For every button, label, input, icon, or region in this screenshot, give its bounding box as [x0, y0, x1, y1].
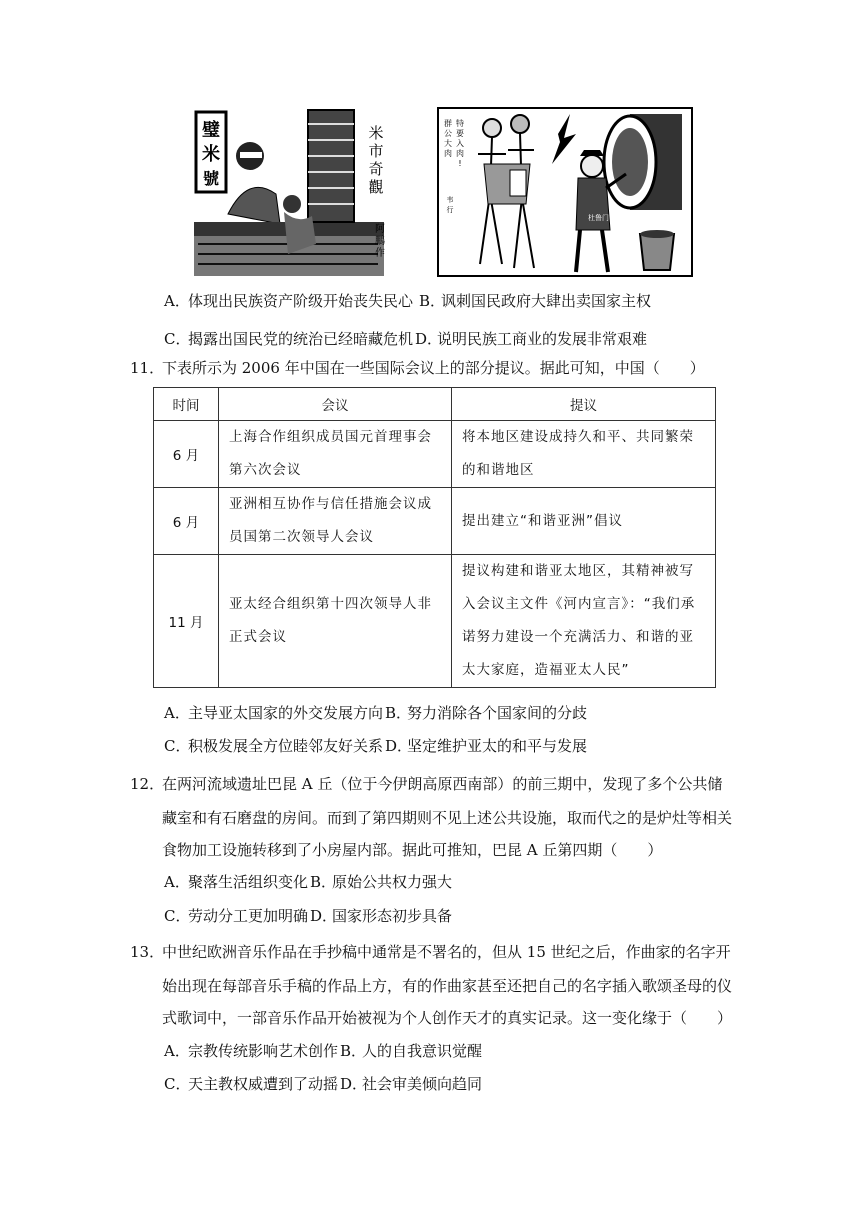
option-text: 人的自我意识觉醒 — [362, 1042, 483, 1060]
option-text: 劳动分工更加明确 — [188, 907, 309, 925]
q12-line-3: 食物加工设施转移到了小房屋内部。据此可推知，巴昆 A 丘第四期（ ） — [162, 841, 663, 859]
q10-option-row-2 — [164, 329, 647, 349]
cell-proposal — [452, 488, 716, 555]
option-text: 天主教权威遭到了动摇 — [188, 1075, 339, 1093]
q12-option-row-1 — [164, 872, 452, 892]
q13-line-1 — [130, 942, 731, 962]
q13-line-3: 式歌词中，一部音乐作品开始被视为个人创作天才的真实记录。这一变化缘于（ ） — [162, 1009, 733, 1027]
cartoon-truman-drawing — [430, 104, 700, 282]
cell-line: 将本地区建设成持久和平、共同繁荣 — [462, 429, 694, 445]
sign-char-1: 璧 — [202, 120, 220, 141]
option-letter: A． — [164, 1042, 190, 1060]
truman-label: 杜鲁门 — [588, 214, 609, 222]
cell-line: 诺努力建设一个充满活力、和谐的亚 — [462, 629, 694, 645]
q10-option-row-1 — [164, 291, 651, 311]
caption-char-7: 入 — [456, 139, 464, 148]
option-letter: C． — [164, 907, 191, 925]
q11-stem — [130, 358, 705, 378]
cell-meeting — [219, 488, 452, 555]
cell-line: 太大家庭，造福亚太人民” — [462, 662, 630, 678]
q11-option-row-1 — [164, 703, 587, 723]
option-letter: B． — [310, 873, 337, 891]
q13-option-row-1 — [164, 1041, 482, 1061]
cartoon-title-char-1: 米 — [368, 124, 384, 142]
option-letter: A． — [164, 292, 190, 310]
cartoon-truman — [430, 104, 700, 282]
option-text: 讽刺国民政府大肆出卖国家主权 — [441, 292, 652, 310]
cell-line: 提出建立“和谐亚洲”倡议 — [462, 512, 623, 529]
caption-char-1: 群 — [444, 119, 452, 128]
option-text: 宗教传统影响艺术创作 — [188, 1042, 339, 1060]
option-text: 社会审美倾向趋同 — [362, 1075, 483, 1093]
option-letter: D． — [310, 907, 338, 925]
cell-proposal — [452, 421, 716, 488]
caption-char-3: 大 — [444, 139, 452, 148]
table-row — [154, 488, 716, 555]
option-text: 努力消除各个国家间的分歧 — [407, 704, 588, 722]
cell-time: 6 月 — [154, 488, 219, 555]
option-text: 积极发展全方位睦邻友好关系 — [188, 737, 384, 755]
cartoon-images — [188, 104, 708, 282]
option-letter: D． — [385, 737, 413, 755]
cell-line: 亚太经合组织第十四次领导人非 — [229, 596, 432, 612]
cell-line: 亚洲相互协作与信任措施会议成 — [229, 496, 432, 512]
table-header-row — [154, 388, 716, 421]
cell-proposal — [452, 555, 716, 688]
option-text: 国家形态初步具备 — [332, 907, 453, 925]
question-number: 11． — [130, 359, 165, 377]
question-text: 在两河流域遗址巴昆 A 丘（位于今伊朗高原西南部）的前三期中，发现了多个公共储 — [162, 775, 723, 793]
option-letter: D． — [340, 1075, 368, 1093]
cell-time: 6 月 — [154, 421, 219, 488]
option-text: 坚定维护亚太的和平与发展 — [407, 737, 588, 755]
cell-line: 员国第二次领导人会议 — [229, 529, 374, 545]
option-text: 聚落生活组织变化 — [188, 873, 309, 891]
header-time: 时间 — [154, 388, 219, 421]
option-letter: D． — [415, 330, 443, 348]
option-text: 揭露出国民党的统治已经暗藏危机 — [188, 330, 414, 348]
q13-option-row-2 — [164, 1074, 482, 1094]
cell-line: 入会议主文件《河内宣言》：“我们承 — [462, 596, 696, 612]
caption-char-6: 要 — [456, 129, 464, 138]
option-text: 体现出民族资产阶级开始丧失民心 — [188, 292, 414, 310]
q13-line-2: 始出现在每部音乐手稿的作品上方，有的作曲家甚至还把自己的名字插入歌颂圣母的仪 — [162, 977, 733, 995]
q11-table — [153, 387, 716, 688]
question-text: 下表所示为 2006 年中国在一些国际会议上的部分提议。据此可知，中国（ ） — [162, 359, 705, 377]
table-row — [154, 421, 716, 488]
q12-option-row-2 — [164, 906, 452, 926]
cartoon-author-char-2: 鵬 — [375, 236, 385, 247]
option-text: 原始公共权力强大 — [332, 873, 453, 891]
cartoon-title-char-3: 奇 — [368, 160, 384, 178]
option-letter: C． — [164, 737, 191, 755]
caption-char-2: 公 — [444, 129, 452, 138]
cartoon-author-char-1: 阿 — [375, 224, 385, 235]
caption-char-4: 肉 — [444, 149, 452, 158]
option-letter: B． — [385, 704, 412, 722]
table-row — [154, 555, 716, 688]
cartoon-right-author-1: 韦 — [446, 196, 454, 204]
sign-char-3: 號 — [202, 169, 220, 188]
cartoon-title-char-4: 觀 — [368, 178, 384, 196]
option-text: 主导亚太国家的外交发展方向 — [188, 704, 384, 722]
question-number: 13． — [130, 943, 165, 961]
cartoon-author-char-3: 作 — [375, 248, 385, 259]
option-letter: C． — [164, 330, 191, 348]
option-letter: A． — [164, 704, 190, 722]
cell-meeting — [219, 555, 452, 688]
option-letter: C． — [164, 1075, 191, 1093]
question-text: 中世纪欧洲音乐作品在手抄稿中通常是不署名的，但从 15 世纪之后，作曲家的名字开 — [162, 943, 731, 961]
caption-char-5: 特 — [456, 119, 464, 128]
question-number: 12． — [130, 775, 165, 793]
cartoon-title-char-2: 市 — [368, 142, 384, 160]
header-proposal: 提议 — [452, 388, 716, 421]
cell-line: 上海合作组织成员国元首理事会 — [229, 429, 432, 445]
cartoon-rice-market-drawing — [188, 104, 396, 282]
option-letter: B． — [419, 292, 446, 310]
q12-line-2: 藏室和有石磨盘的房间。而到了第四期则不见上述公共设施，取而代之的是炉灶等相关 — [162, 809, 733, 827]
option-letter: A． — [164, 873, 190, 891]
option-letter: B． — [340, 1042, 367, 1060]
sign-char-2: 米 — [202, 144, 220, 165]
cell-line: 的和谐地区 — [462, 462, 535, 478]
cartoon-right-author-2: 行 — [446, 206, 454, 214]
cell-time: 11 月 — [154, 555, 219, 688]
cell-line: 第六次会议 — [229, 462, 302, 478]
cell-line: 提议构建和谐亚太地区，其精神被写 — [462, 563, 694, 579]
caption-char-9: ! — [458, 159, 462, 168]
cell-meeting — [219, 421, 452, 488]
header-meeting: 会议 — [219, 388, 452, 421]
cartoon-rice-market — [188, 104, 396, 282]
q11-option-row-2 — [164, 736, 587, 756]
q12-line-1 — [130, 774, 722, 794]
cell-line: 正式会议 — [229, 629, 287, 645]
option-text: 说明民族工商业的发展非常艰难 — [437, 330, 648, 348]
caption-char-8: 肉 — [456, 149, 464, 158]
